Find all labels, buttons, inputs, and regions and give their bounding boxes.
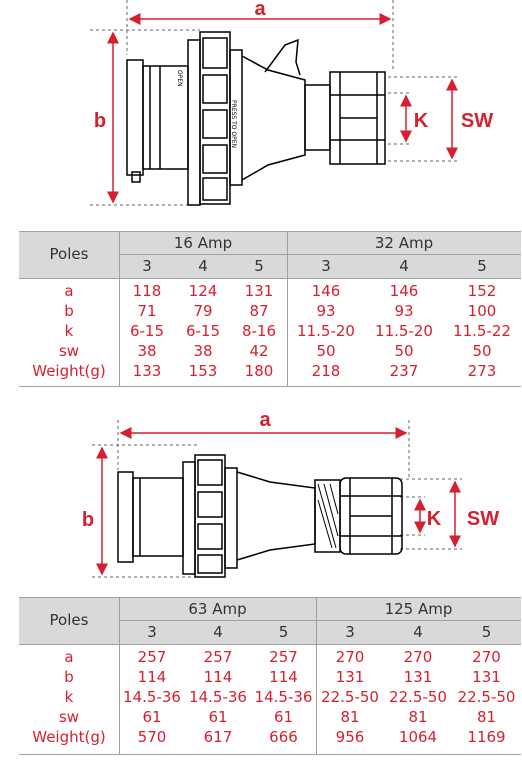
table-cell: 22.5-50 xyxy=(321,688,379,706)
group-header: 63 Amp xyxy=(188,600,247,618)
pole-count: 4 xyxy=(413,623,423,641)
table-cell: 114 xyxy=(137,668,167,686)
table-cell: 79 xyxy=(193,302,213,320)
table-cell: 956 xyxy=(335,728,365,746)
table-cell: 61 xyxy=(142,708,162,726)
table-cell: 270 xyxy=(403,648,433,666)
table-cell: 14.5-36 xyxy=(123,688,181,706)
dim-a-label: a xyxy=(254,0,266,20)
table-cell: 14.5-36 xyxy=(254,688,313,706)
table-cell: 81 xyxy=(476,708,497,726)
table-cell: 81 xyxy=(408,708,428,726)
table-cell: 6-15 xyxy=(185,322,221,340)
table-cell: 180 xyxy=(244,362,274,380)
table-cell: 218 xyxy=(311,362,341,380)
table-cell: 1169 xyxy=(467,728,506,746)
table-cell: 50 xyxy=(472,342,492,360)
table-cell: 8-16 xyxy=(241,322,277,340)
dim-b-label: b xyxy=(93,110,107,132)
table-cell: 61 xyxy=(273,708,294,726)
table-cell: 11.5-20 xyxy=(297,322,355,340)
row-label: b xyxy=(64,302,74,320)
table-cell: 61 xyxy=(208,708,228,726)
row-label: k xyxy=(64,688,74,706)
pole-count: 5 xyxy=(477,257,487,275)
row-label: Weight(g) xyxy=(32,728,106,746)
row-label: b xyxy=(64,668,74,686)
poles-header: Poles xyxy=(49,611,89,629)
row-label: a xyxy=(64,282,74,300)
table-cell: 152 xyxy=(467,282,497,300)
pole-count: 5 xyxy=(481,623,492,641)
table-cell: 146 xyxy=(311,282,341,300)
table-cell: 131 xyxy=(403,668,433,686)
table-cell: 11.5-20 xyxy=(375,322,433,340)
table-cell: 257 xyxy=(137,648,167,666)
table-cell: 38 xyxy=(137,342,157,360)
pole-count: 5 xyxy=(278,623,289,641)
table-cell: 81 xyxy=(340,708,360,726)
pole-count: 4 xyxy=(213,623,223,641)
plug-diagram-small xyxy=(0,0,522,225)
table-cell: 1064 xyxy=(398,728,438,746)
dim-a-label: a xyxy=(259,409,271,431)
table-cell: 100 xyxy=(467,302,497,320)
table-cell: 257 xyxy=(269,648,298,666)
row-label: k xyxy=(64,322,74,340)
table-cell: 153 xyxy=(188,362,218,380)
table-cell: 237 xyxy=(389,362,419,380)
dim-k-label: K xyxy=(426,508,442,530)
table-cell: 124 xyxy=(188,282,218,300)
dim-sw-label: SW xyxy=(460,110,494,132)
table-cell: 50 xyxy=(316,342,336,360)
pole-count: 3 xyxy=(345,623,355,641)
dim-sw-label: SW xyxy=(466,508,500,530)
table-cell: 257 xyxy=(203,648,233,666)
table-cell: 50 xyxy=(394,342,414,360)
table-cell: 617 xyxy=(203,728,233,746)
table-cell: 131 xyxy=(335,668,365,686)
table-cell: 131 xyxy=(244,282,274,300)
pole-count: 5 xyxy=(254,257,264,275)
table-cell: 114 xyxy=(203,668,233,686)
table-cell: 273 xyxy=(467,362,497,380)
table-cell: 570 xyxy=(137,728,167,746)
table-cell: 118 xyxy=(132,282,162,300)
table-cell: 42 xyxy=(249,342,269,360)
table-cell: 22.5-50 xyxy=(457,688,516,706)
group-header: 125 Amp xyxy=(384,600,453,618)
group-header: 16 Amp xyxy=(173,234,233,252)
table-cell: 133 xyxy=(132,362,162,380)
row-label: a xyxy=(64,648,74,666)
dim-k-label: K xyxy=(413,110,429,132)
table-cell: 22.5-50 xyxy=(389,688,447,706)
poles-header: Poles xyxy=(49,245,89,263)
table-cell: 93 xyxy=(316,302,336,320)
table-cell: 38 xyxy=(193,342,213,360)
plug-drawing xyxy=(118,455,402,577)
table-cell: 93 xyxy=(394,302,414,320)
table-cell: 11.5-22 xyxy=(453,322,511,340)
pole-count: 4 xyxy=(198,257,208,275)
dim-b-label: b xyxy=(81,509,95,531)
row-label: Weight(g) xyxy=(32,362,106,380)
group-header: 32 Amp xyxy=(374,234,434,252)
row-label: sw xyxy=(58,342,80,360)
table-cell: 14.5-36 xyxy=(189,688,247,706)
plug-diagram-large xyxy=(0,400,522,600)
pole-count: 3 xyxy=(147,623,157,641)
table-cell: 270 xyxy=(472,648,501,666)
pole-count: 3 xyxy=(142,257,152,275)
spec-table-16-32-amp xyxy=(19,231,521,387)
spec-table-63-125-amp xyxy=(19,597,521,755)
table-cell: 666 xyxy=(269,728,298,746)
pole-count: 3 xyxy=(321,257,331,275)
table-cell: 6-15 xyxy=(129,322,165,340)
table-cell: 146 xyxy=(389,282,419,300)
body-text-open: OPEN xyxy=(176,70,183,87)
body-text-press: PRESS TO OPEN xyxy=(230,100,237,149)
row-label: sw xyxy=(58,708,80,726)
table-cell: 71 xyxy=(137,302,157,320)
plug-drawing xyxy=(127,32,385,205)
table-cell: 131 xyxy=(472,668,501,686)
table-cell: 270 xyxy=(335,648,365,666)
pole-count: 4 xyxy=(399,257,409,275)
table-cell: 87 xyxy=(249,302,269,320)
table-cell: 114 xyxy=(269,668,298,686)
